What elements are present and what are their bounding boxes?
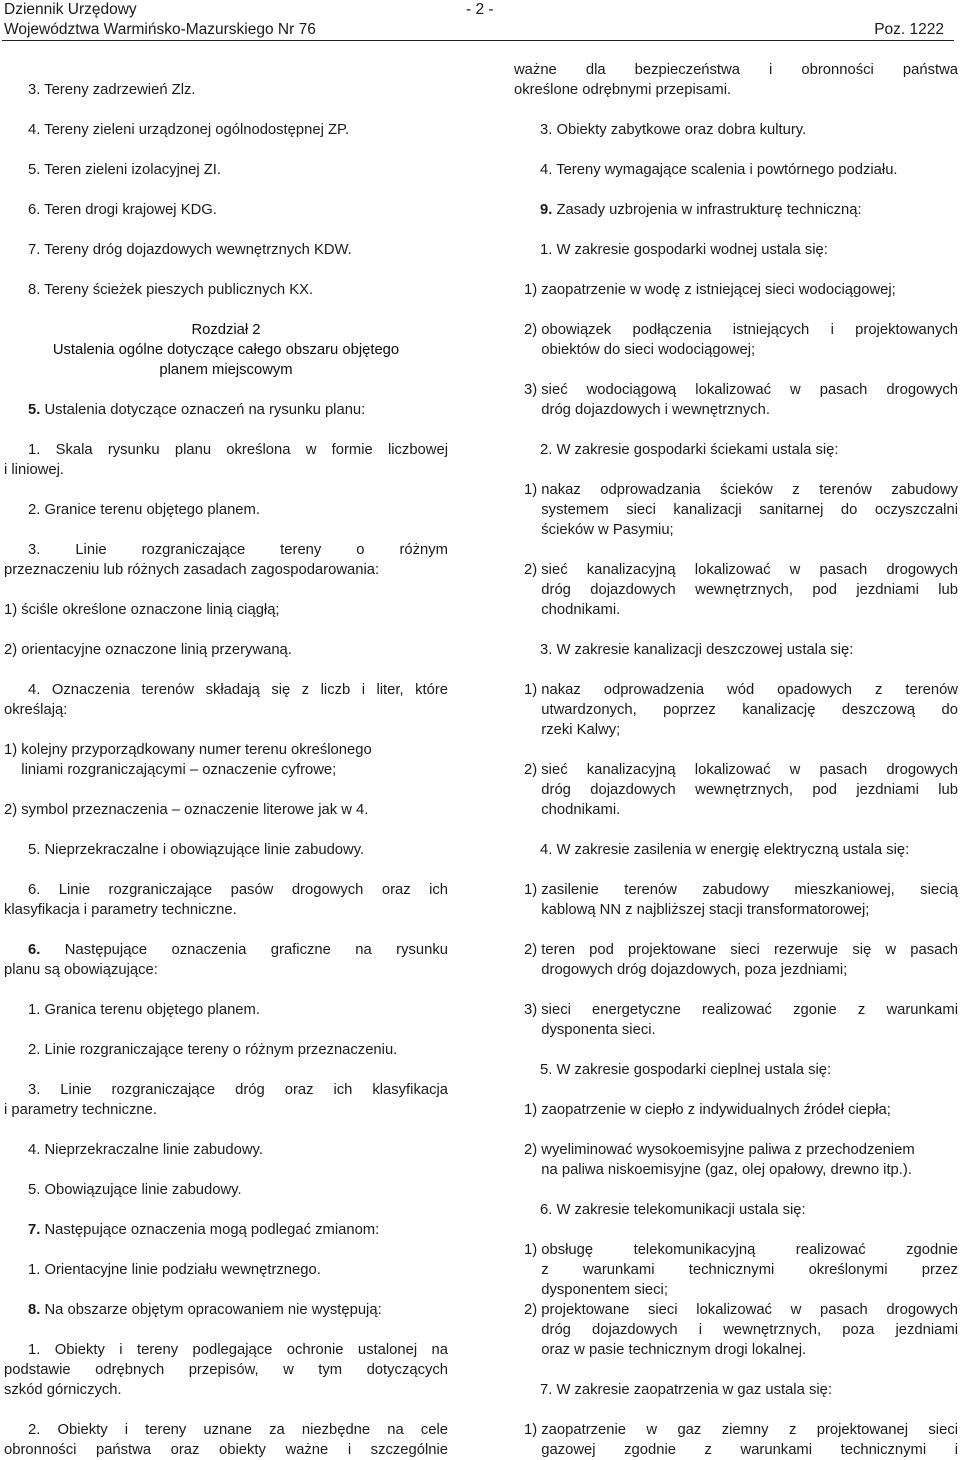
section-heading: 9. Zasady uzbrojenia w infrastrukturę techniczną: (540, 202, 862, 218)
list-item: 3) sieci energetyczne realizować zgonie z warunkami dysponenta sieci. (524, 1002, 958, 1038)
subsection-heading: 1. W zakresie gospodarki wodnej ustala się: (540, 242, 828, 258)
paragraph-line: 3. Linie rozgraniczające tereny o różnym (28, 542, 448, 558)
paragraph-line: klasyfikacja i parametry techniczne. (4, 902, 237, 918)
paragraph-line: 4. Tereny wymagające scalenia i powtórnego podziału. (540, 162, 898, 178)
subsection-heading: 3. W zakresie kanalizacji deszczowej ustala się: (540, 642, 854, 658)
paragraph-line: 1. Skala rysunku planu określona w formie liczbowej (28, 442, 448, 458)
list-item: 2) symbol przeznaczenia – oznaczenie literowe jak w 4. (4, 802, 369, 818)
list-item: 1) nakaz odprowadzenia wód opadowych z terenów utwardzonych, poprzez kanalizację deszczową do rzeki Kalwy; (524, 682, 958, 738)
section-number: 8. (28, 1302, 41, 1318)
paragraph-line: określone odrębnymi przepisami. (514, 82, 732, 98)
list-item: 2) teren pod projektowane sieci rezerwuje się w pasach drogowych dróg dojazdowych, poza jezdniami; (524, 942, 958, 978)
page-number: - 2 - (466, 1, 494, 18)
right-column (514, 40, 958, 1460)
position-number: Poz. 1222 (874, 21, 944, 38)
list-item: 2) wyeliminować wysokoemisyjne paliwa z przechodzeniem na paliwa niskoemisyjne (gaz, olej opałowy, drewno itp.). (524, 1142, 915, 1178)
zone-item: 8. Tereny ścieżek pieszych publicznych KX. (28, 282, 314, 298)
zone-item: 7. Tereny dróg dojazdowych wewnętrznych KDW. (28, 242, 352, 258)
zone-item: 5. Teren zieleni izolacyjnej ZI. (28, 162, 222, 178)
zone-item: 6. Teren drogi krajowej KDG. (28, 202, 217, 218)
list-item: 2) sieć kanalizacyjną lokalizować w pasach drogowych dróg dojazdowych wewnętrznych, pod jezdniami lub chodnikami. (524, 762, 958, 818)
paragraph-line: 6. Linie rozgraniczające pasów drogowych oraz ich (28, 882, 448, 898)
subsection-heading: 4. W zakresie zasilenia w energię elektryczną ustala się: (540, 842, 910, 858)
chapter-number: Rozdział 2 (191, 322, 261, 338)
list-item: 1) zasilenie terenów zabudowy mieszkaniowej, siecią kablową NN z najbliższej stacji transformatorowej; (524, 882, 958, 918)
subsection-heading: 7. W zakresie zaopatrzenia w gaz ustala się: (540, 1382, 832, 1398)
list-item: 2) sieć kanalizacyjną lokalizować w pasach drogowych dróg dojazdowych wewnętrznych, pod jezdniami lub chodnikami. (524, 562, 958, 618)
paragraph-line: ważne dla bezpieczeństwa i obronności państwa (514, 62, 958, 78)
paragraph-line: 2. Linie rozgraniczające tereny o różnym przeznaczeniu. (28, 1042, 398, 1058)
section-heading: 7. Następujące oznaczenia mogą podlegać zmianom: (28, 1222, 380, 1238)
list-item: 2) orientacyjne oznaczone linią przerywaną. (4, 642, 292, 658)
list-item: 1) zaopatrzenie w gaz ziemny z projektowanej sieci gazowej zgodnie z warunkami technicznymi i (524, 1422, 958, 1458)
paragraph-line: 3. Linie rozgraniczające dróg oraz ich klasyfikacja (28, 1082, 448, 1098)
page-header (0, 0, 960, 40)
paragraph-line: 3. Obiekty zabytkowe oraz dobra kultury. (540, 122, 807, 138)
paragraph-line: przeznaczeniu lub różnych zasadach zagospodarowania: (4, 562, 380, 578)
chapter-title-line: planem miejscowym (159, 362, 293, 378)
paragraph-line: 1. Obiekty i tereny podlegające ochronie ustalonej na (28, 1342, 448, 1358)
paragraph-line: 4. Oznaczenia terenów składają się z liczb i liter, które (28, 682, 448, 698)
list-item: 1) obsługę telekomunikacyjną realizować zgodnie z warunkami technicznymi określonymi przez dysponentem sieci; (524, 1242, 958, 1298)
paragraph-line: 5. Obowiązujące linie zabudowy. (28, 1182, 242, 1198)
list-item: 2) projektowane sieci lokalizować w pasach drogowych dróg dojazdowych i wewnętrznych, poza jezdniami oraz w pasie technicznym drogi lokalnej. (524, 1302, 958, 1358)
section-title: Ustalenia dotyczące oznaczeń na rysunku planu: (44, 402, 366, 418)
list-item: 1) zaopatrzenie w wodę z istniejącej sieci wodociągowej; (524, 282, 896, 298)
paragraph-line: i parametry techniczne. (4, 1102, 157, 1118)
section-number: 6. (28, 942, 41, 958)
zone-item: 3. Tereny zadrzewień Zlz. (28, 82, 196, 98)
chapter-title-line: Ustalenia ogólne dotyczące całego obszaru objętego (52, 342, 400, 358)
paragraph-line: 4. Nieprzekraczalne linie zabudowy. (28, 1142, 263, 1158)
subsection-heading: 6. W zakresie telekomunikacji ustala się: (540, 1202, 806, 1218)
section-heading: 8. Na obszarze objętym opracowaniem nie występują: (28, 1302, 382, 1318)
journal-title (4, 0, 316, 40)
subsection-heading: 2. W zakresie gospodarki ściekami ustala się: (540, 442, 839, 458)
list-item: 1) zaopatrzenie w ciepło z indywidualnych źródeł ciepła; (524, 1102, 891, 1118)
section-number: 7. (28, 1222, 41, 1238)
paragraph-line: obronności państwa oraz obiekty ważne i szczególnie (4, 1442, 448, 1458)
paragraph-line: szkód górniczych. (4, 1382, 122, 1398)
list-item: 2) obowiązek podłączenia istniejących i projektowanych obiektów do sieci wodociągowej; (524, 322, 958, 358)
paragraph-line: 1. Orientacyjne linie podziału wewnętrznego. (28, 1262, 321, 1278)
section-heading (28, 400, 448, 420)
paragraph-line: 5. Nieprzekraczalne i obowiązujące linie zabudowy. (28, 842, 365, 858)
voivodeship-name: Województwa Warmińsko-Mazurskiego Nr 76 (4, 21, 316, 38)
paragraph-line: 2. Obiekty i tereny uznane za niezbędne na cele (28, 1422, 448, 1438)
section-number: 9. (540, 202, 553, 218)
paragraph-line: podstawie odrębnych przepisów, w tym dotyczących (4, 1362, 448, 1378)
list-item: 1) ściśle określone oznaczone linią ciągłą; (4, 602, 280, 618)
list-item: 3) sieć wodociągową lokalizować w pasach drogowych dróg dojazdowych i wewnętrznych. (524, 382, 958, 418)
section-number: 5. (28, 402, 41, 418)
zone-item: 4. Tereny zieleni urządzonej ogólnodostępnej ZP. (28, 122, 350, 138)
subsection-heading: 5. W zakresie gospodarki cieplnej ustala się: (540, 1062, 832, 1078)
chapter-heading (4, 320, 448, 380)
list-item: 1) kolejny przyporządkowany numer terenu określonego liniami rozgraniczającymi – oznaczenie cyfrowe; (4, 742, 372, 778)
paragraph-line: planu są obowiązujące: (4, 962, 158, 978)
journal-name: Dziennik Urzędowy (4, 1, 137, 18)
section-heading: 6. Następujące oznaczenia graficzne na rysunku (28, 942, 448, 958)
list-item: 1) nakaz odprowadzania ścieków z terenów zabudowy systemem sieci kanalizacji sanitarnej do oczyszczalni ścieków w Pasymiu; (524, 482, 958, 538)
paragraph-line: określają: (4, 702, 68, 718)
paragraph-line: 1. Granica terenu objętego planem. (28, 1002, 260, 1018)
paragraph-line: 2. Granice terenu objętego planem. (28, 502, 260, 518)
paragraph-line: i liniowej. (4, 462, 65, 478)
left-column (4, 40, 448, 1460)
